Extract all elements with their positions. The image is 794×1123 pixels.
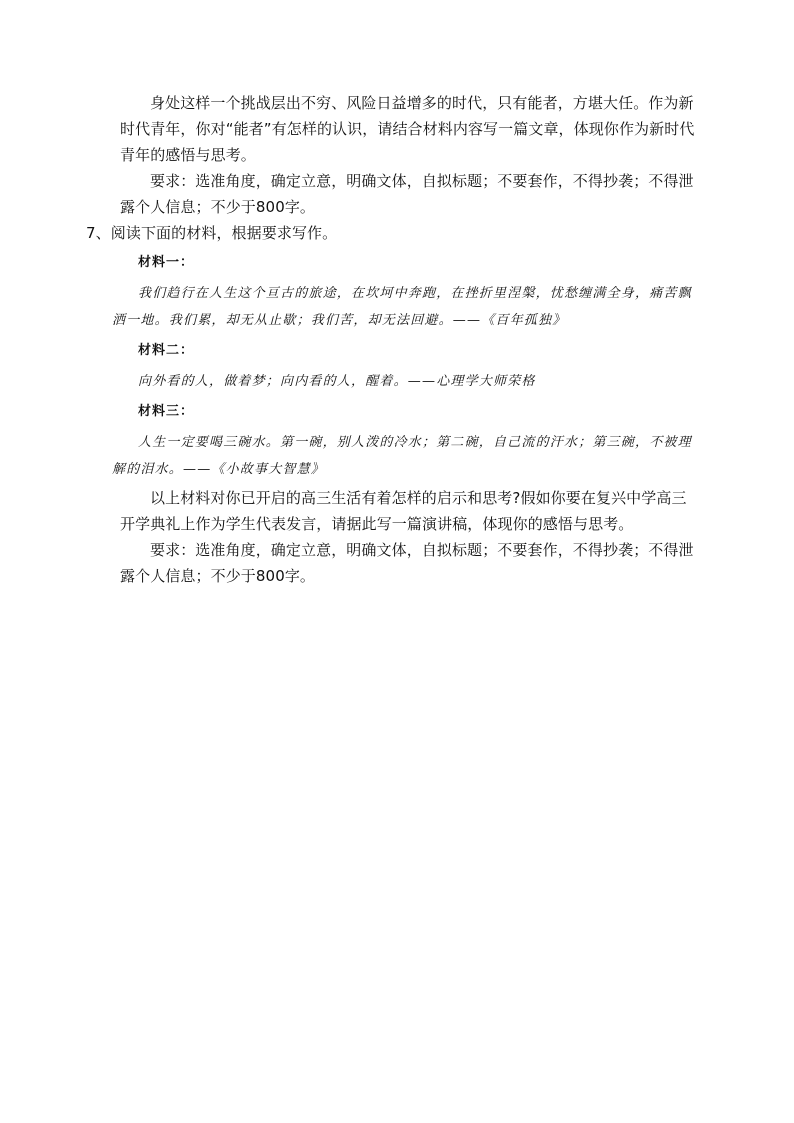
materials-block [112,250,697,483]
prompt-paragraph-2: 以上材料对你已开启的高三生活有着怎样的启示和思考?假如你要在复兴中学高三开学典礼上作为学生代表发言，请据此写一篇演讲稿，体现你的感悟与思考。 [120,489,687,533]
question-7-heading: 7、阅读下面的材料，根据要求写作。 [86,224,338,242]
material-3-title: 材料三： [138,404,195,419]
material-3-text: 人生一定要喝三碗水。第一碗，别人泼的冷水；第二碗，自己流的汗水；第三碗，不被理解的泪水。——《小故事大智慧》 [112,435,692,477]
material-2-text: 向外看的人，做着梦；向内看的人，醒着。——心理学大师荣格 [138,374,536,389]
requirement-paragraph-1: 要求：选准角度，确定立意，明确文体，自拟标题；不要套作，不得抄袭；不得泄露个人信息；不少于800字。 [120,172,694,216]
document-body [86,90,697,589]
prompt-paragraph-1: 身处这样一个挑战层出不穷、风险日益增多的时代，只有能者，方堪大任。作为新时代青年，你对“能者”有怎样的认识，请结合材料内容写一篇文章，体现你作为新时代青年的感悟与思考。 [120,94,695,164]
material-1-title: 材料一： [138,255,195,270]
material-2-title: 材料二： [138,343,195,358]
requirement-paragraph-2: 要求：选准角度，确定立意，明确文体，自拟标题；不要套作，不得抄袭；不得泄露个人信息；不少于800字。 [120,541,694,585]
material-1-text: 我们趋行在人生这个亘古的旅途，在坎坷中奔跑，在挫折里涅槃，忧愁缠满全身，痛苦飘洒一地。我们累，却无从止歇；我们苦，却无法回避。——《百年孤独》 [112,286,692,328]
